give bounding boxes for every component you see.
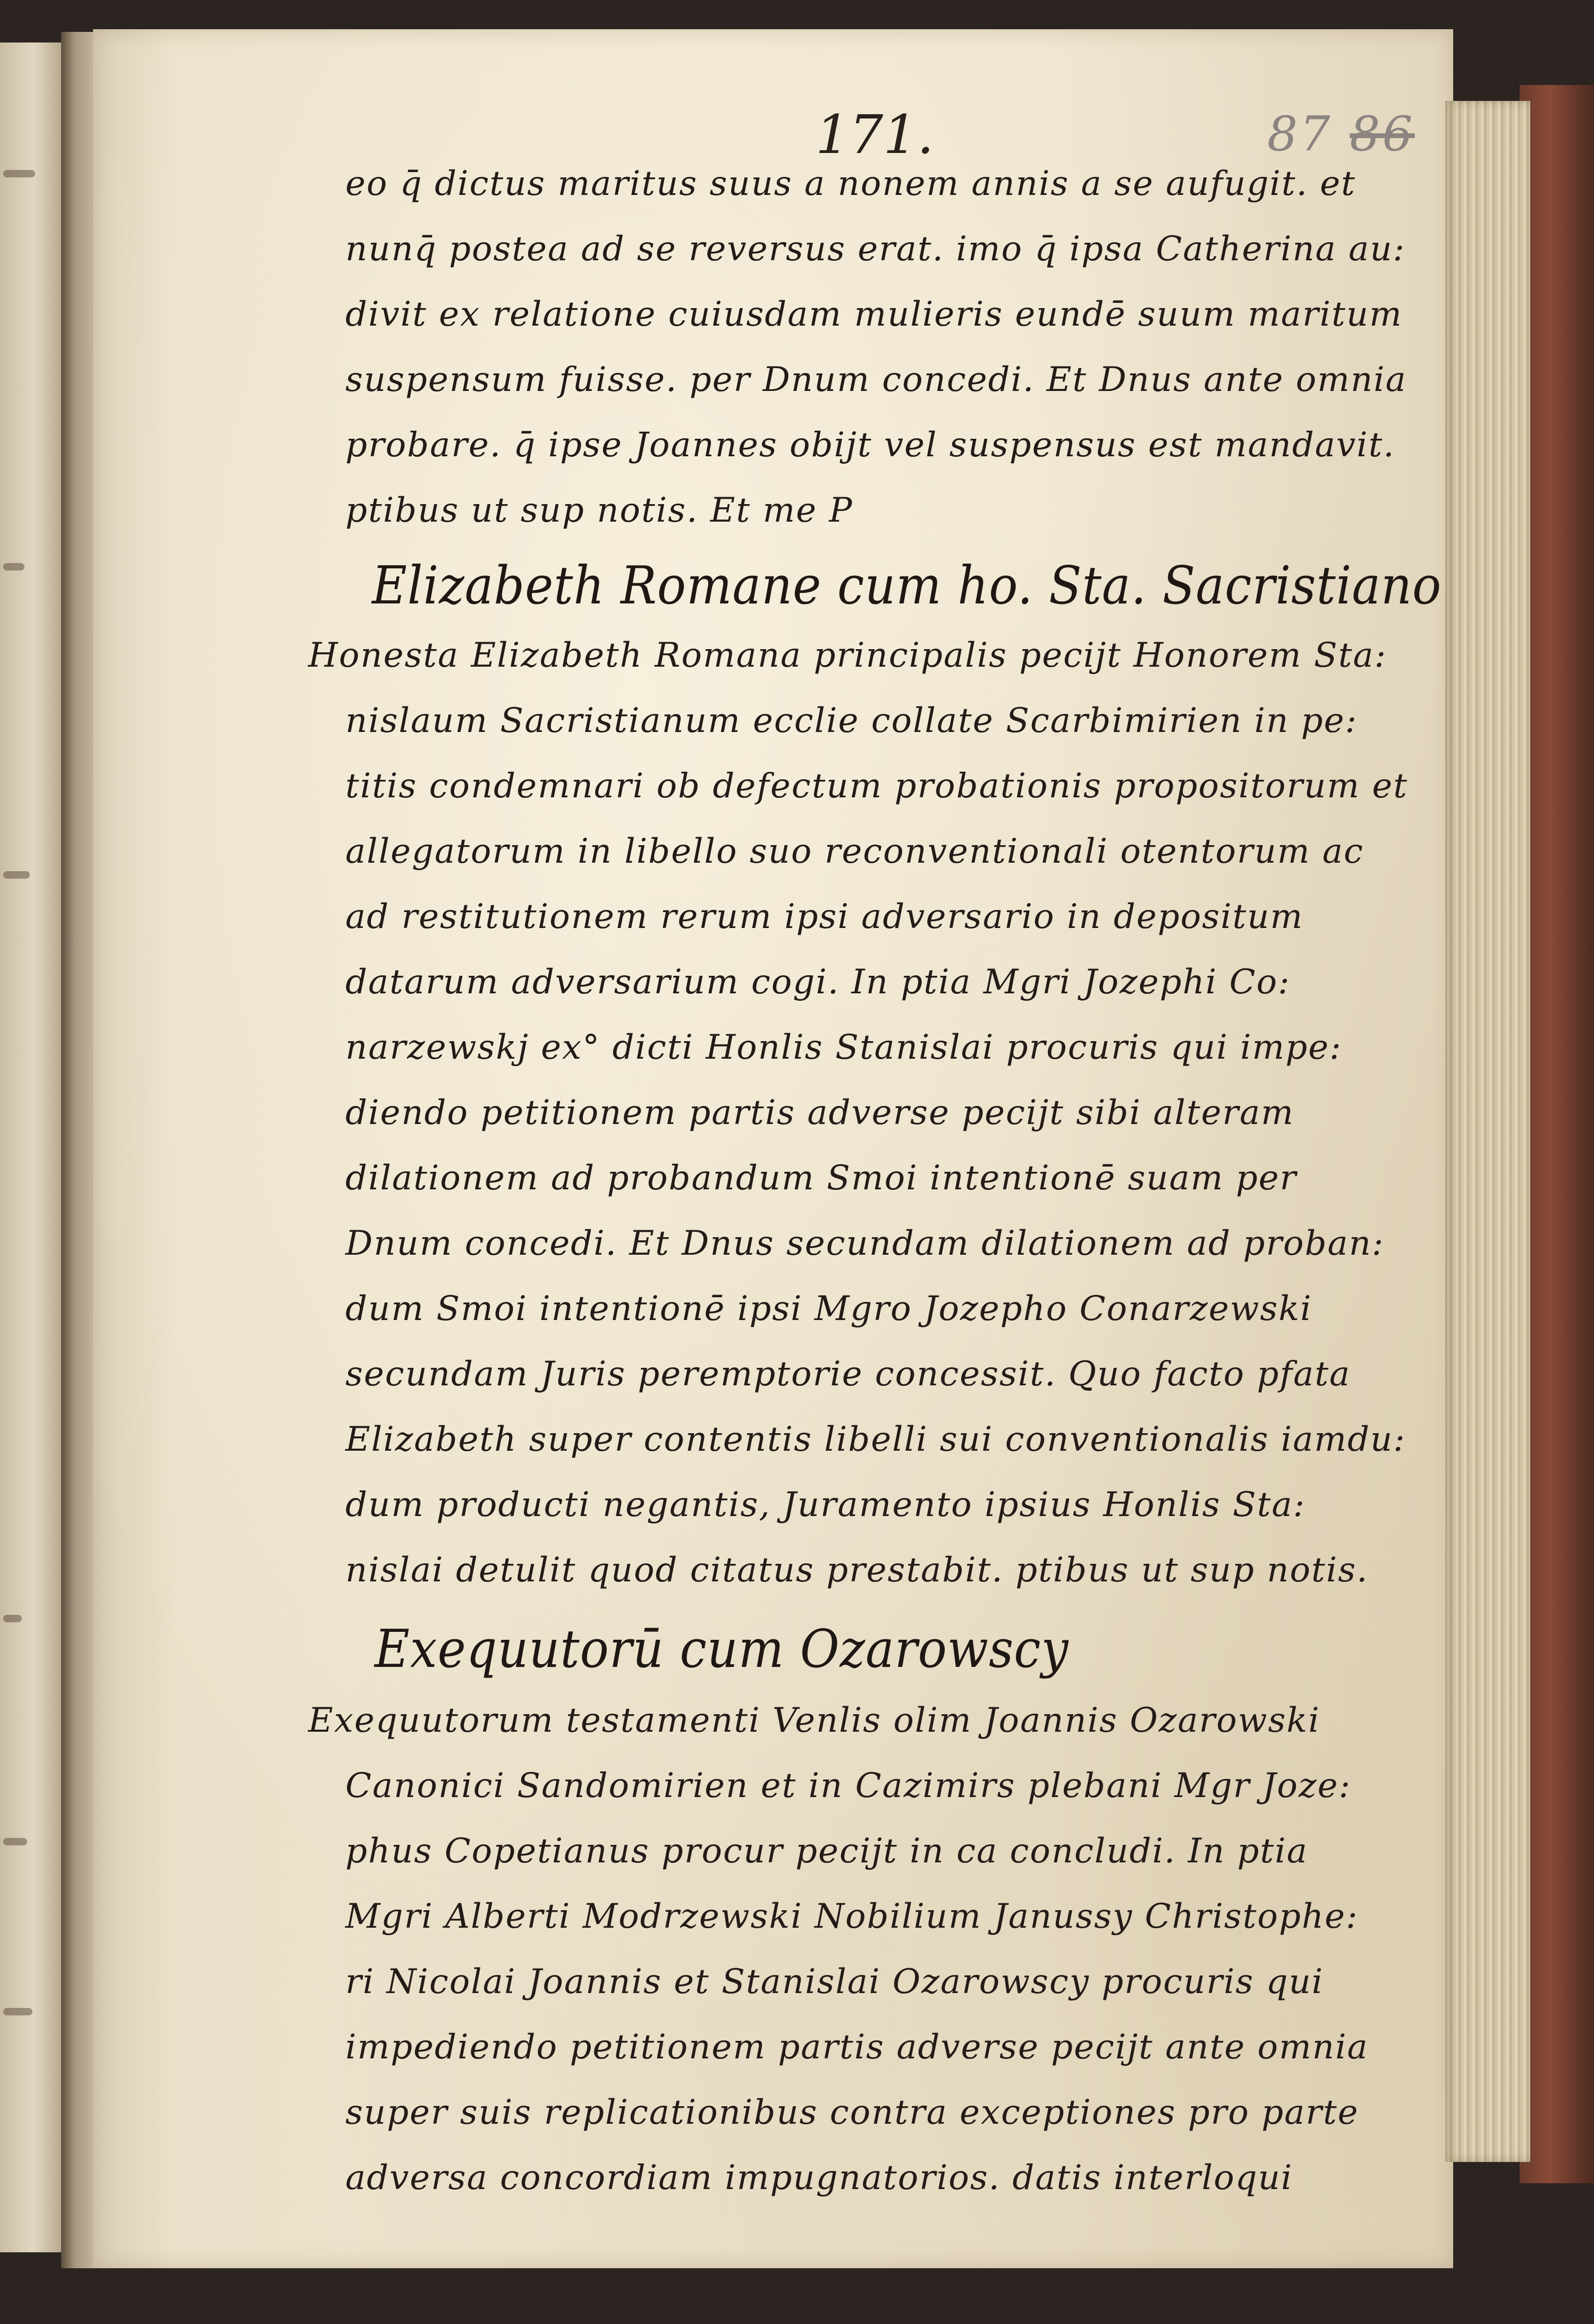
facing-page-edge (0, 42, 63, 2252)
text-line: narzewskj ex° dicti Honlis Stanislai procuris qui impe: (345, 1028, 1342, 1067)
foliation-struck: 86 (1350, 106, 1415, 162)
text-line: dum Smoi intentionē ipsi Mgro Jozepho Conarzewski (345, 1289, 1312, 1329)
text-line: super suis replicationibus contra exceptiones pro parte (345, 2093, 1359, 2132)
text-line: titis condemnari ob defectum probationis propositorum et (345, 767, 1408, 806)
text-line: secundam Juris peremptorie concessit. Quo facto pfata (345, 1355, 1351, 1394)
text-line: ptibus ut sup notis. Et me P (345, 491, 853, 530)
text-line: ri Nicolai Joannis et Stanislai Ozarowscy procuris qui (345, 1962, 1324, 2002)
text-line: nunq̄ postea ad se reversus erat. imo q̄ ipsa Catherina au: (345, 229, 1406, 269)
text-line: Dnum concedi. Et Dnus secundam dilationem ad proban: (345, 1224, 1385, 1263)
text-line: Exequutorum testamenti Venlis olim Joannis Ozarowski (308, 1701, 1320, 1740)
text-line: nislai detulit quod citatus prestabit. ptibus ut sup notis. (345, 1551, 1369, 1590)
folio-number: 171. (816, 104, 934, 166)
text-line: ad restitutionem rerum ipsi adversario in depositum (345, 897, 1304, 937)
text-line: phus Copetianus procur pecijt in ca concludi. In ptia (345, 1832, 1308, 1871)
text-line: impediendo petitionem partis adverse pecijt ante omnia (345, 2028, 1369, 2067)
foliation-current: 87 (1267, 106, 1333, 162)
text-line: suspensum fuisse. per Dnum concedi. Et Dnus ante omnia (345, 360, 1407, 399)
text-line: dilationem ad probandum Smoi intentionē suam per (345, 1159, 1298, 1198)
text-line: dum producti negantis, Juramento ipsius Honlis Sta: (345, 1485, 1306, 1525)
text-line: divit ex relatione cuiusdam mulieris eundē suum maritum (345, 295, 1403, 334)
page-stack-edge (1445, 101, 1530, 2162)
text-line: diendo petitionem partis adverse pecijt sibi alteram (345, 1093, 1294, 1133)
text-line: eo q̄ dictus maritus suus a nonem annis a se aufugit. et (345, 164, 1356, 203)
text-line: Elizabeth super contentis libelli sui conventionalis iamdu: (345, 1420, 1406, 1459)
text-line: Mgri Alberti Modrzewski Nobilium Janussy Christophe: (345, 1897, 1359, 1936)
book-cover-edge (1520, 85, 1594, 2183)
text-line: nislaum Sacristianum ecclie collate Scarbimirien in pe: (345, 701, 1358, 740)
text-line: Canonici Sandomirien et in Cazimirs plebani Mgr Joze: (345, 1766, 1352, 1806)
entry-heading: Elizabeth Romane cum ho. Sta. Sacristiano (372, 556, 1442, 616)
entry-heading: Exequutorū cum Ozarowscy (375, 1619, 1069, 1680)
text-line: datarum adversarium cogi. In ptia Mgri Jozephi Co: (345, 963, 1291, 1002)
text-line: Honesta Elizabeth Romana principalis pecijt Honorem Sta: (308, 636, 1387, 675)
text-line: probare. q̄ ipse Joannes obijt vel suspensus est mandavit. (345, 425, 1395, 465)
text-line: adversa concordiam impugnatorios. datis interloqui (345, 2158, 1293, 2198)
manuscript-text (308, 151, 1456, 2211)
text-line: allegatorum in libello suo reconventionali otentorum ac (345, 832, 1364, 871)
